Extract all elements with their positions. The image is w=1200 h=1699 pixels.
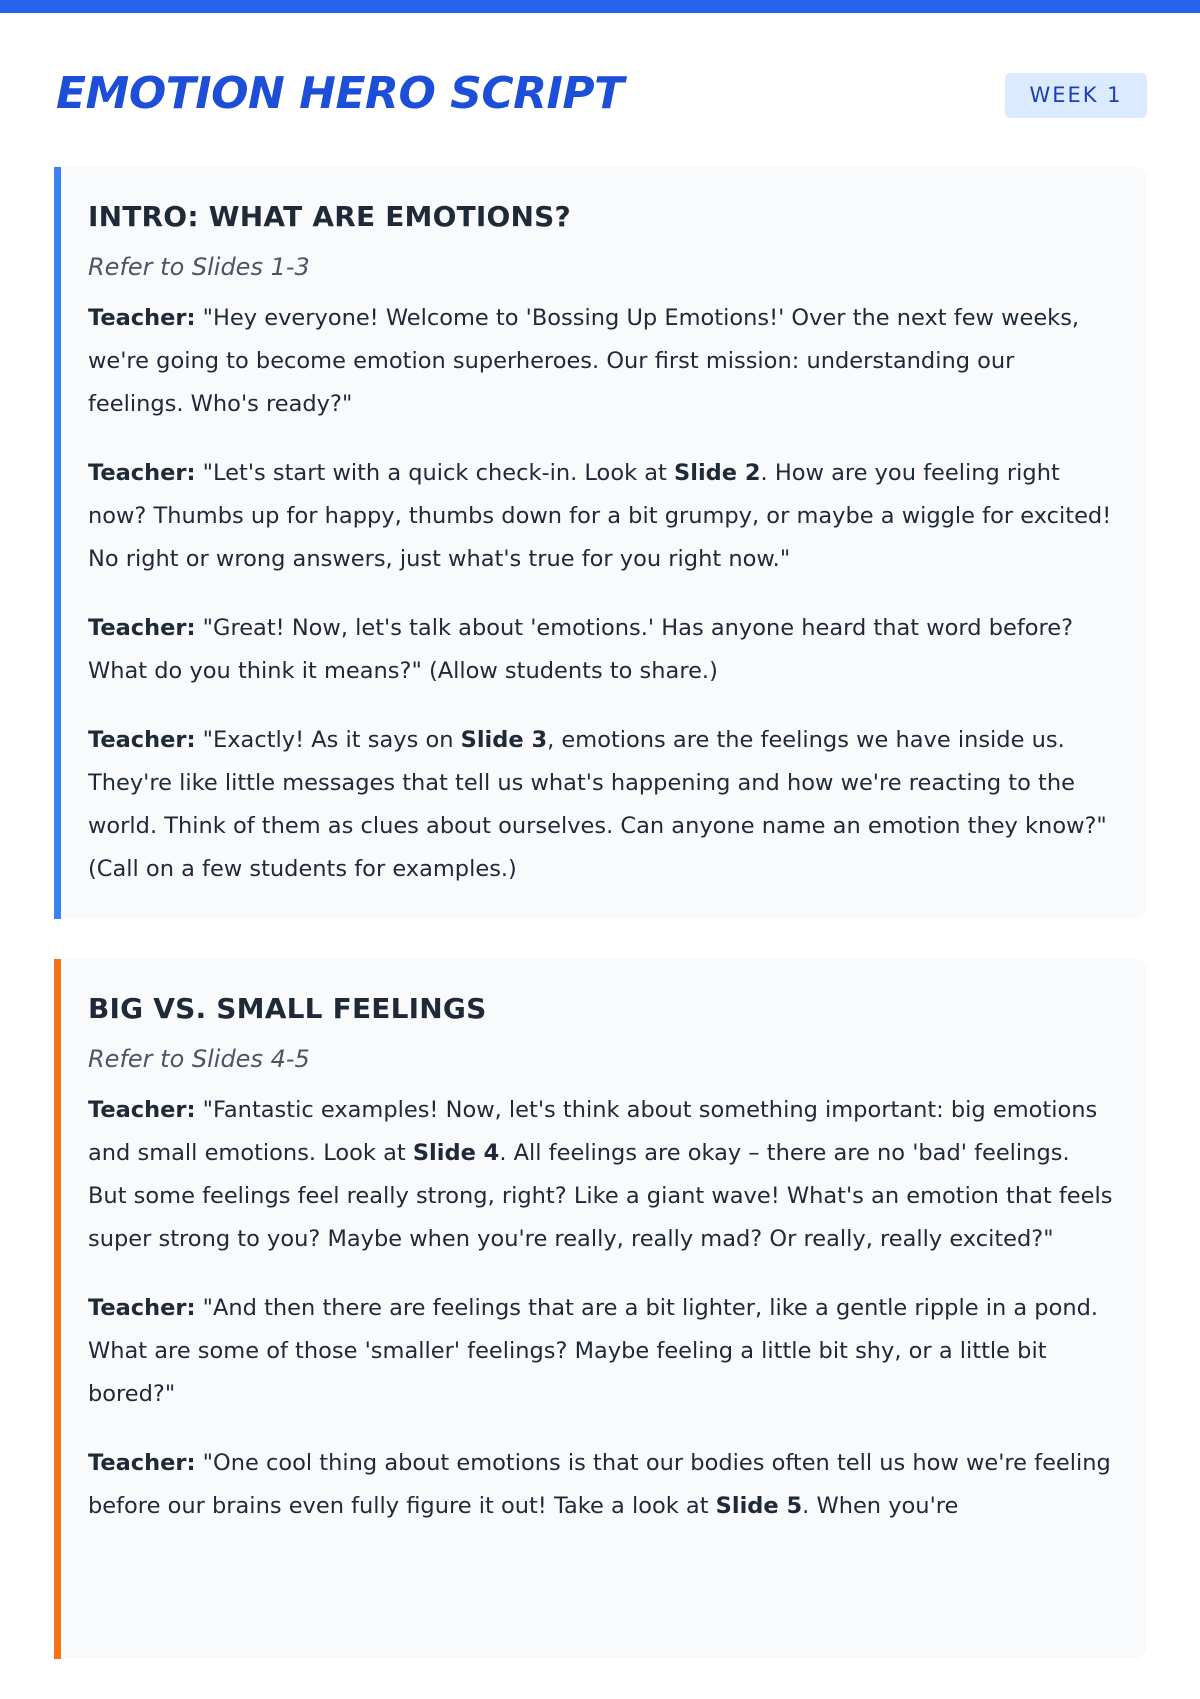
week-badge: WEEK 1 (1005, 73, 1147, 118)
paragraph-text: . How are you feeling right now? Thumbs up for happy, thumbs down for a bit grumpy, or maybe a wiggle for excited! No right or wrong answers, just what's true for you right now." (88, 460, 1112, 572)
paragraph-text: "Great! Now, let's talk about 'emotions.' Has anyone heard that word before? What do you think it means?" (Allow students to share.) (88, 615, 1074, 684)
speaker-label: Teacher: (88, 1295, 196, 1321)
paragraph-text: . When you're (802, 1493, 959, 1519)
slide-mention: Slide 2 (674, 460, 761, 486)
speaker-label: Teacher: (88, 1450, 196, 1476)
slide-mention: Slide 3 (460, 727, 548, 753)
speaker-label: Teacher: (88, 1097, 196, 1123)
page-header (54, 13, 1147, 167)
slide-reference: Refer to Slides 4-5 (88, 1045, 310, 1073)
top-accent-bar (0, 0, 1200, 13)
script-paragraph (88, 297, 1115, 426)
section-title: BIG VS. SMALL FEELINGS (88, 992, 487, 1025)
paragraph-text: . All feelings are okay – there are no 'bad' feelings. But some feelings feel really strong, right? Like a giant wave! What's an emotion that feels super strong to you? Maybe when you're really, really mad? Or really, really excited?" (88, 1140, 1113, 1252)
paragraph-text: "Hey everyone! Welcome to 'Bossing Up Emotions!' Over the next few weeks, we're going to become emotion superheroes. Our first mission: understanding our feelings. Who's ready?" (88, 305, 1080, 417)
script-paragraph (88, 452, 1115, 581)
speaker-label: Teacher: (88, 460, 196, 486)
paragraph-text: "And then there are feelings that are a bit lighter, like a gentle ripple in a pond. What are some of those 'smaller' feelings? Maybe feeling a little bit shy, or a little bit bored?" (88, 1295, 1099, 1407)
section-title: INTRO: WHAT ARE EMOTIONS? (88, 200, 571, 233)
speaker-label: Teacher: (88, 727, 196, 753)
slide-reference: Refer to Slides 1-3 (88, 253, 310, 281)
section-big-vs-small (54, 959, 1147, 1659)
slide-mention: Slide 4 (412, 1140, 500, 1166)
paragraph-text: , emotions are the feelings we have inside us. They're like little messages that tell us what's happening and how we're reacting to the world. Think of them as clues about ourselves. Can anyone name an emotion they know?" (Call on a few students for examples.) (88, 727, 1107, 882)
script-paragraph (88, 1089, 1115, 1261)
script-paragraph (88, 719, 1115, 891)
paragraph-text: "Exactly! As it says on (195, 727, 461, 753)
script-paragraph (88, 607, 1115, 693)
paragraph-text: "One cool thing about emotions is that our bodies often tell us how we're feeling before our brains even fully figure it out! Take a look at (88, 1450, 1111, 1519)
speaker-label: Teacher: (88, 305, 196, 331)
paragraph-text: "Fantastic examples! Now, let's think about something important: big emotions and small emotions. Look at (88, 1097, 1098, 1166)
section-intro (54, 167, 1147, 919)
script-page (54, 13, 1147, 1699)
script-paragraph (88, 1287, 1115, 1416)
speaker-label: Teacher: (88, 615, 196, 641)
page-title: EMOTION HERO SCRIPT (56, 68, 624, 119)
slide-mention: Slide 5 (715, 1493, 803, 1519)
script-paragraph (88, 1442, 1115, 1528)
paragraph-text: "Let's start with a quick check-in. Look at (195, 460, 675, 486)
